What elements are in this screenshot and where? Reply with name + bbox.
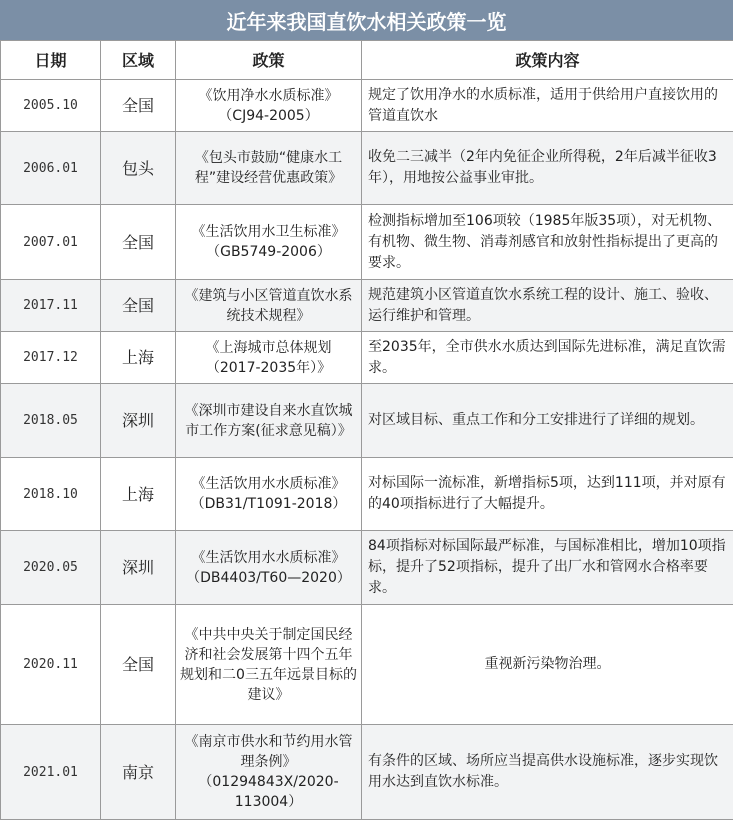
row-date: 2017.11 bbox=[1, 280, 101, 332]
row-policy: 《建筑与小区管道直饮水系统技术规程》 bbox=[176, 280, 362, 332]
row-policy: 《生活饮用水卫生标准》（GB5749-2006） bbox=[176, 205, 362, 280]
table-row bbox=[1, 132, 733, 205]
row-policy: 《生活饮用水水质标准》（DB4403/T60—2020） bbox=[176, 531, 362, 605]
header-date: 日期 bbox=[1, 41, 101, 80]
row-policy: 《上海城市总体规划（2017-2035年）》 bbox=[176, 332, 362, 384]
row-date: 2007.01 bbox=[1, 205, 101, 280]
row-policy: 《深圳市建设自来水直饮城市工作方案(征求意见稿）》 bbox=[176, 384, 362, 458]
row-policy: 《中共中央关于制定国民经济和社会发展第十四个五年规划和二0三五年远景目标的建议》 bbox=[176, 605, 362, 725]
row-region: 全国 bbox=[101, 280, 176, 332]
row-content: 规定了饮用净水的水质标准，适用于供给用户直接饮用的管道直饮水 bbox=[362, 80, 733, 132]
row-content: 至2035年，全市供水水质达到国际先进标准，满足直饮需求。 bbox=[362, 332, 733, 384]
header-content: 政策内容 bbox=[362, 41, 733, 80]
row-region: 上海 bbox=[101, 332, 176, 384]
policy-table bbox=[0, 40, 733, 820]
row-policy: 《饮用净水水质标准》（CJ94-2005） bbox=[176, 80, 362, 132]
row-region: 上海 bbox=[101, 458, 176, 531]
table-row bbox=[1, 605, 733, 725]
row-region: 全国 bbox=[101, 205, 176, 280]
row-date: 2006.01 bbox=[1, 132, 101, 205]
row-content: 对标国际一流标准，新增指标5项，达到111项，并对原有的40项指标进行了大幅提升。 bbox=[362, 458, 733, 531]
row-region: 深圳 bbox=[101, 531, 176, 605]
row-region: 全国 bbox=[101, 80, 176, 132]
row-content: 检测指标增加至106项较（1985年版35项），对无机物、有机物、微生物、消毒剂感官和放射性指标提出了更高的要求。 bbox=[362, 205, 733, 280]
row-date: 2017.12 bbox=[1, 332, 101, 384]
table-row bbox=[1, 332, 733, 384]
row-date: 2021.01 bbox=[1, 725, 101, 820]
row-content: 对区域目标、重点工作和分工安排进行了详细的规划。 bbox=[362, 384, 733, 458]
row-content: 有条件的区域、场所应当提高供水设施标准，逐步实现饮用水达到直饮水标准。 bbox=[362, 725, 733, 820]
header-region: 区域 bbox=[101, 41, 176, 80]
row-date: 2020.05 bbox=[1, 531, 101, 605]
row-date: 2018.05 bbox=[1, 384, 101, 458]
row-policy: 《包头市鼓励“健康水工程”建设经营优惠政策》 bbox=[176, 132, 362, 205]
table-title: 近年来我国直饮水相关政策一览 bbox=[0, 0, 733, 40]
table-row bbox=[1, 80, 733, 132]
row-content: 重视新污染物治理。 bbox=[362, 605, 733, 725]
row-policy: 《生活饮用水水质标准》（DB31/T1091-2018） bbox=[176, 458, 362, 531]
table-row bbox=[1, 280, 733, 332]
row-date: 2018.10 bbox=[1, 458, 101, 531]
row-region: 全国 bbox=[101, 605, 176, 725]
row-region: 包头 bbox=[101, 132, 176, 205]
row-region: 南京 bbox=[101, 725, 176, 820]
header-policy: 政策 bbox=[176, 41, 362, 80]
row-content: 收免二三减半（2年内免征企业所得税，2年后减半征收3年），用地按公益事业审批。 bbox=[362, 132, 733, 205]
header-row bbox=[1, 41, 733, 80]
row-content: 规范建筑小区管道直饮水系统工程的设计、施工、验收、运行维护和管理。 bbox=[362, 280, 733, 332]
table-row bbox=[1, 725, 733, 820]
table-row bbox=[1, 384, 733, 458]
row-date: 2005.10 bbox=[1, 80, 101, 132]
row-policy: 《南京市供水和节约用水管理条例》（01294843X/2020-113004） bbox=[176, 725, 362, 820]
row-date: 2020.11 bbox=[1, 605, 101, 725]
row-content: 84项指标对标国际最严标准，与国标准相比，增加10项指标，提升了52项指标，提升了出厂水和管网水合格率要求。 bbox=[362, 531, 733, 605]
table-row bbox=[1, 205, 733, 280]
table-row bbox=[1, 531, 733, 605]
table-row bbox=[1, 458, 733, 531]
row-region: 深圳 bbox=[101, 384, 176, 458]
